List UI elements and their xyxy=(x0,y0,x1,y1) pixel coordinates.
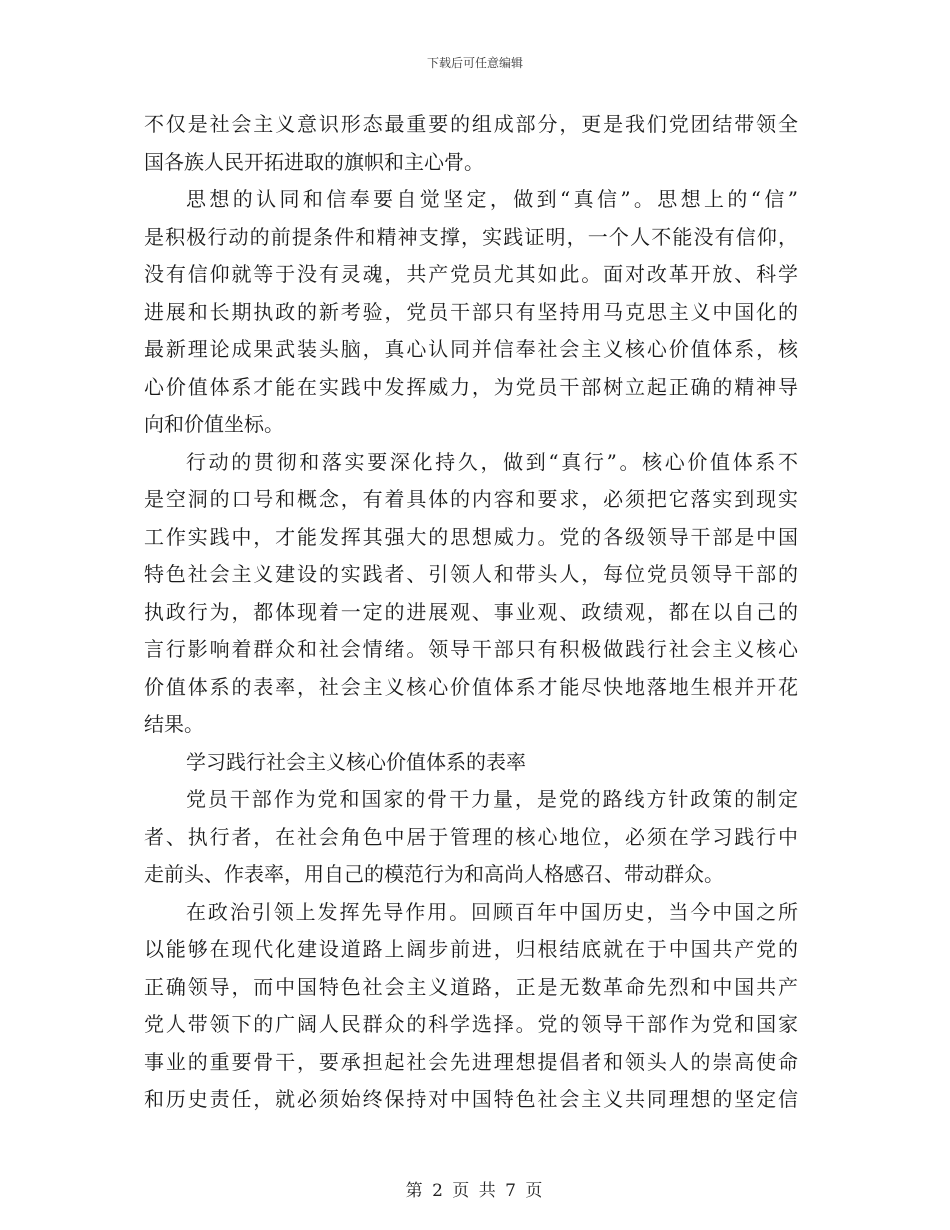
text-line: 走前头、作表率，用自己的模范行为和高尚人格感召、带动群众。 xyxy=(144,862,724,886)
text-line: 心价值体系才能在实践中发挥威力，为党员干部树立起正确的精神导 xyxy=(144,374,798,399)
text-line: 在政治引领上发挥先导作用。回顾百年中国历史，当今中国之所 xyxy=(186,899,798,924)
text-line: 是积极行动的前提条件和精神支撑，实践证明，一个人不能没有信仰， xyxy=(144,224,798,249)
text-line: 是空洞的口号和概念，有着具体的内容和要求，必须把它落实到现实 xyxy=(144,487,798,511)
text-line: 行动的贯彻和落实要深化持久，做到“真行”。核心价值体系不 xyxy=(186,449,798,474)
text-line: 和历史责任，就必须始终保持对中国特色社会主义共同理想的坚定信 xyxy=(144,1087,798,1111)
paragraph xyxy=(144,444,798,744)
paragraph xyxy=(144,181,798,444)
text-line: 以能够在现代化建设道路上阔步前进，归根结底就在于中国共产党的 xyxy=(144,937,798,961)
text-line: 进展和长期执政的新考验，党员干部只有坚持用马克思主义中国化的 xyxy=(144,299,798,324)
text-line: 价值体系的表率，社会主义核心价值体系才能尽快地落地生根并开花 xyxy=(144,674,798,699)
text-line: 言行影响着群众和社会情绪。领导干部只有积极做践行社会主义核心 xyxy=(144,637,798,661)
document-body xyxy=(144,106,798,1119)
text-line: 结果。 xyxy=(144,712,204,736)
text-line: 国各族人民开拓进取的旗帜和主心骨。 xyxy=(144,149,484,174)
text-line: 者、执行者，在社会角色中居于管理的核心地位，必须在学习践行中 xyxy=(144,824,798,849)
text-line: 正确领导，而中国特色社会主义道路，正是无数革命先烈和中国共产 xyxy=(144,974,798,999)
text-line: 没有信仰就等于没有灵魂，共产党员尤其如此。面对改革开放、科学 xyxy=(144,262,798,286)
paragraph xyxy=(144,106,798,181)
page-header: 下载后可任意编辑 xyxy=(426,56,523,70)
text-line: 思想的认同和信奉要自觉坚定，做到“真信”。思想上的“信” xyxy=(186,187,798,211)
text-line: 工作实践中，才能发挥其强大的思想威力。党的各级领导干部是中国 xyxy=(144,524,798,549)
text-line: 最新理论成果武装头脑，真心认同并信奉社会主义核心价值体系，核 xyxy=(144,337,798,361)
text-line: 学习践行社会主义核心价值体系的表率 xyxy=(186,749,526,774)
paragraph xyxy=(144,781,798,894)
text-line: 党员干部作为党和国家的骨干力量，是党的路线方针政策的制定 xyxy=(186,787,798,811)
text-line: 党人带领下的广阔人民群众的科学选择。党的领导干部作为党和国家 xyxy=(144,1012,798,1036)
text-line: 不仅是社会主义意识形态最重要的组成部分，更是我们党团结带领全 xyxy=(144,112,798,136)
text-line: 事业的重要骨干，要承担起社会先进理想提倡者和领头人的崇高使命 xyxy=(144,1049,798,1074)
paragraph xyxy=(144,744,798,782)
page-footer: 第 2 页 共 7 页 xyxy=(405,1181,545,1201)
text-line: 向和价值坐标。 xyxy=(144,412,284,436)
text-line: 执政行为，都体现着一定的进展观、事业观、政绩观，都在以自己的 xyxy=(144,599,798,624)
text-line: 特色社会主义建设的实践者、引领人和带头人，每位党员领导干部的 xyxy=(144,562,798,586)
paragraph xyxy=(144,894,798,1119)
